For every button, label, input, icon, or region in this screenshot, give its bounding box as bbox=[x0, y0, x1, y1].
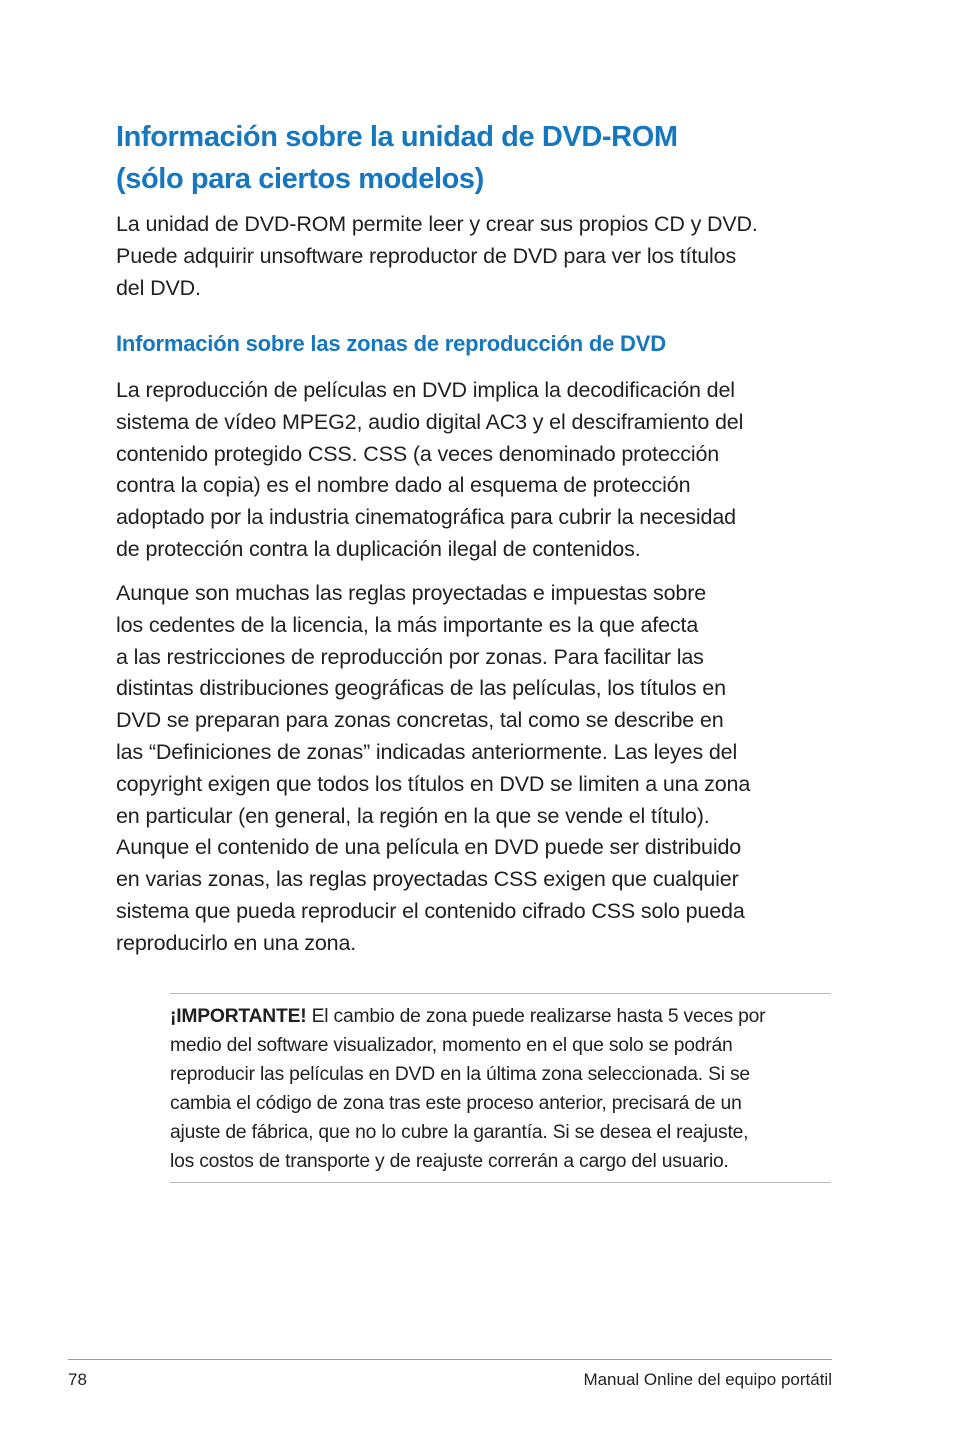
paragraph-zone-rules: Aunque son muchas las reglas proyectadas e impuestas sobre los cedentes de la licencia, la más importante es la que afecta a las restricciones de reproducción por zonas. Para facilitar las distintas distribuciones geográficas de las películas, los títulos en DVD se preparan para zonas concretas, tal como se describe en las “Definiciones de zonas” indicadas anteriormente. Las leyes del copyright exigen que todos los títulos en DVD se limiten a una zona en particular (en general, la región en la que se vende el título). Aunque el contenido de una película en DVD puede ser distribuido en varias zonas, las reglas proyectadas CSS exigen que cualquier sistema que pueda reproducir el contenido cifrado CSS solo pueda reproducirlo en una zona. bbox=[116, 581, 751, 955]
manual-title: Manual Online del equipo portátil bbox=[583, 1370, 832, 1389]
important-notice-text bbox=[170, 1002, 831, 1176]
intro-paragraph: La unidad de DVD-ROM permite leer y crear sus propios CD y DVD. Puede adquirir unsoftware reproductor de DVD para ver los títulos del DVD. bbox=[116, 212, 758, 300]
section-heading: Información sobre las zonas de reproducción de DVD bbox=[116, 331, 666, 356]
page-number: 78 bbox=[68, 1370, 87, 1389]
important-body: El cambio de zona puede realizarse hasta 5 veces por medio del software visualizador, momento en el que solo se podrán reproducir las películas en DVD en la última zona seleccionada. Si se cambia el código de zona tras este proceso anterior, precisará de un ajuste de fábrica, que no lo cubre la garantía. Si se desea el reajuste, los costos de transporte y de reajuste correrán a cargo del usuario. bbox=[170, 1006, 766, 1172]
important-label: ¡IMPORTANTE! bbox=[170, 1006, 307, 1027]
important-notice bbox=[170, 993, 831, 1183]
footer-divider bbox=[68, 1359, 832, 1360]
paragraph-decoding: La reproducción de películas en DVD implica la decodificación del sistema de vídeo MPEG2, audio digital AC3 y el desciframiento del contenido protegido CSS. CSS (a veces denominado protección contra la copia) es el nombre dado al esquema de protección adoptado por la industria cinematográfica para cubrir la necesidad de protección contra la duplicación ilegal de contenidos. bbox=[116, 378, 744, 561]
page-title: Información sobre la unidad de DVD-ROM (sólo para ciertos modelos) bbox=[116, 121, 678, 195]
